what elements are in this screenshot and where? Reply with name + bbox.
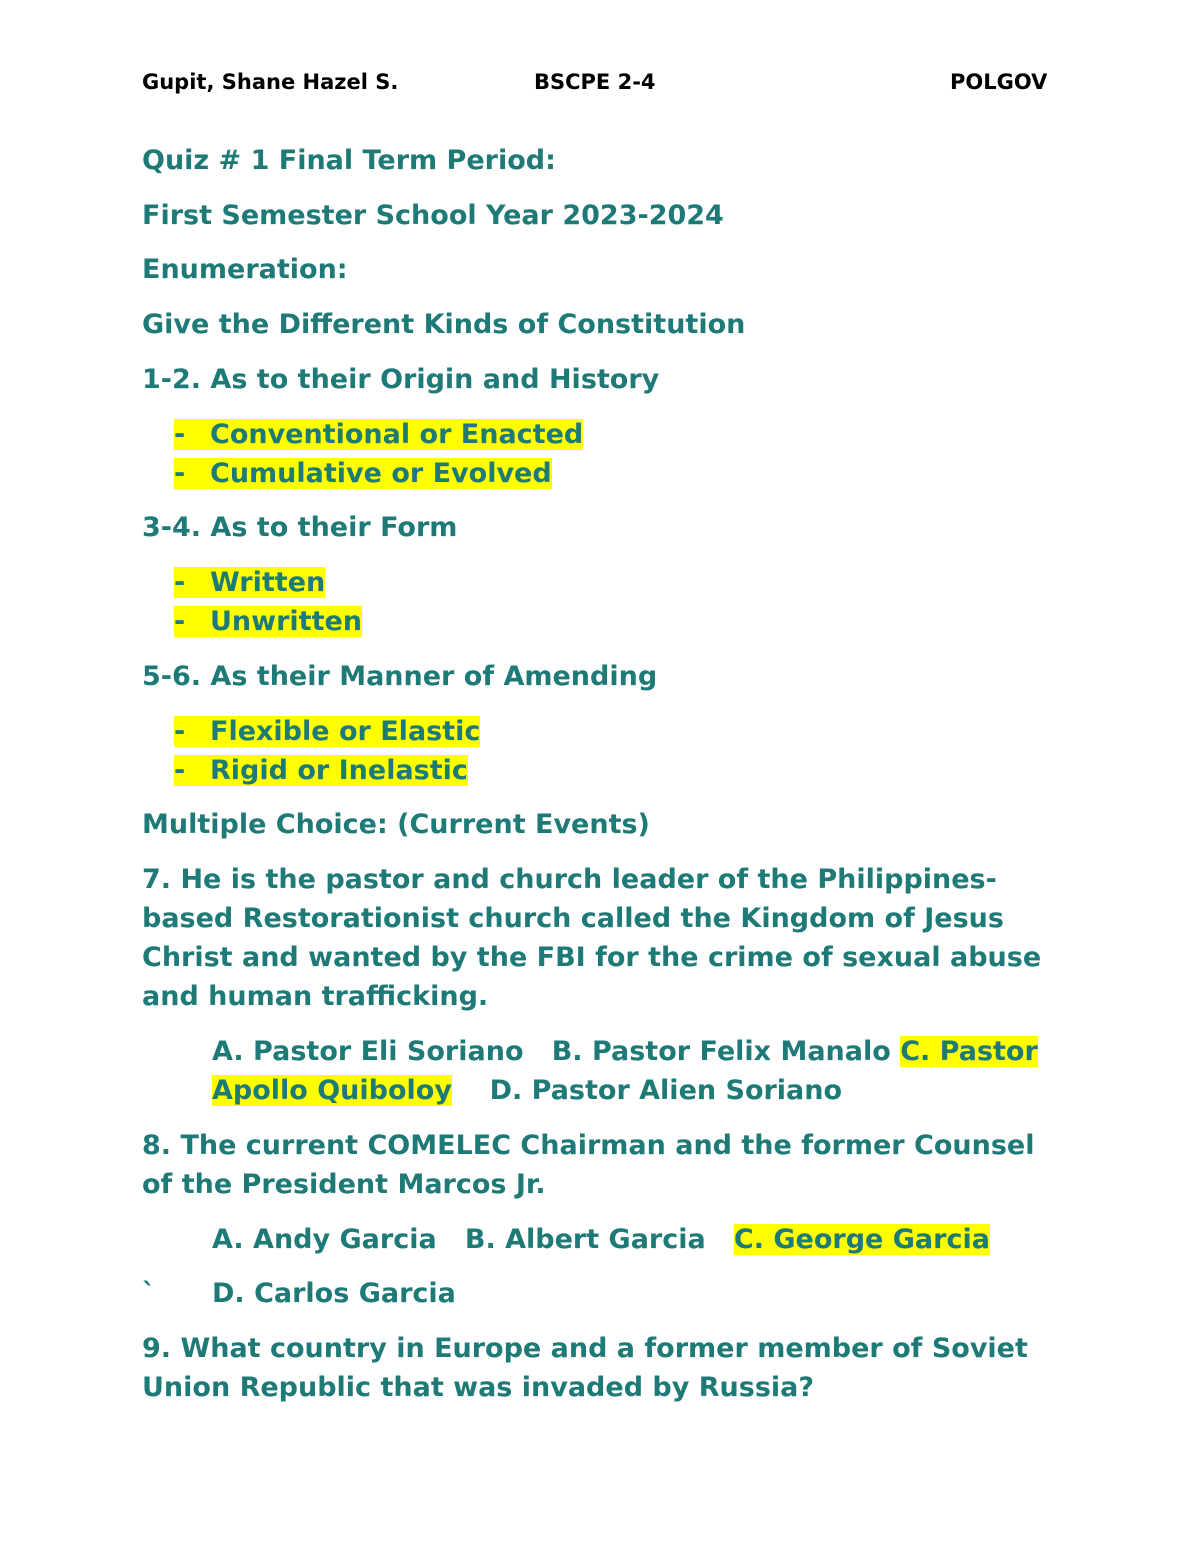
group-heading-origin: 1-2. As to their Origin and History: [142, 364, 660, 395]
answer-item: - Conventional or Enacted: [174, 419, 584, 450]
question-7-line: Christ and wanted by the FBI for the crime of sexual abuse: [142, 942, 1042, 973]
answer-item: - Written: [174, 567, 326, 598]
answer-item: - Cumulative or Evolved: [174, 458, 552, 489]
question-7-line: 7. He is the pastor and church leader of the Philippines-: [142, 864, 997, 895]
q7-option-c-highlight: C. Pastor: [900, 1036, 1038, 1067]
question-7-line: and human trafficking.: [142, 981, 489, 1012]
enumeration-heading: Enumeration:: [142, 254, 348, 285]
answer-item: - Unwritten: [174, 606, 363, 637]
question-7-options-row1: [212, 1032, 1038, 1071]
group-heading-form: 3-4. As to their Form: [142, 512, 458, 543]
question-7-options-row2: [212, 1071, 842, 1110]
q8-option-d: D. Carlos Garcia: [212, 1278, 456, 1309]
q7-option-a: A. Pastor Eli Soriano: [212, 1036, 524, 1067]
subject-label: POLGOV: [950, 70, 1048, 94]
q7-option-c-highlight: Apollo Quiboloy: [212, 1075, 452, 1106]
answer-item: - Rigid or Inelastic: [174, 755, 468, 786]
question-9-line: Union Republic that was invaded by Russia?: [142, 1372, 815, 1403]
quiz-title: Quiz # 1 Final Term Period:: [142, 145, 556, 176]
semester-line: First Semester School Year 2023-2024: [142, 200, 724, 231]
group-heading-amending: 5-6. As their Manner of Amending: [142, 661, 658, 692]
stray-backtick: `: [142, 1278, 156, 1309]
q8-option-c-highlight: C. George Garcia: [733, 1224, 990, 1255]
q7-option-b: B. Pastor Felix Manalo: [551, 1036, 891, 1067]
q8-option-b: B. Albert Garcia: [464, 1224, 706, 1255]
section-label: BSCPE 2-4: [534, 70, 656, 94]
question-8-options-row1: [212, 1220, 990, 1259]
question-7-line: based Restorationist church called the Kingdom of Jesus: [142, 903, 1004, 934]
multiple-choice-heading: Multiple Choice: (Current Events): [142, 809, 650, 840]
question-8-line: of the President Marcos Jr.: [142, 1169, 546, 1200]
answer-item: - Flexible or Elastic: [174, 716, 481, 747]
enumeration-instruction: Give the Different Kinds of Constitution: [142, 309, 746, 340]
q7-option-d: D. Pastor Alien Soriano: [489, 1075, 843, 1106]
question-9-line: 9. What country in Europe and a former member of Soviet: [142, 1333, 1028, 1364]
question-8-line: 8. The current COMELEC Chairman and the former Counsel: [142, 1130, 1035, 1161]
student-name: Gupit, Shane Hazel S.: [142, 70, 399, 94]
q8-option-a: A. Andy Garcia: [212, 1224, 437, 1255]
